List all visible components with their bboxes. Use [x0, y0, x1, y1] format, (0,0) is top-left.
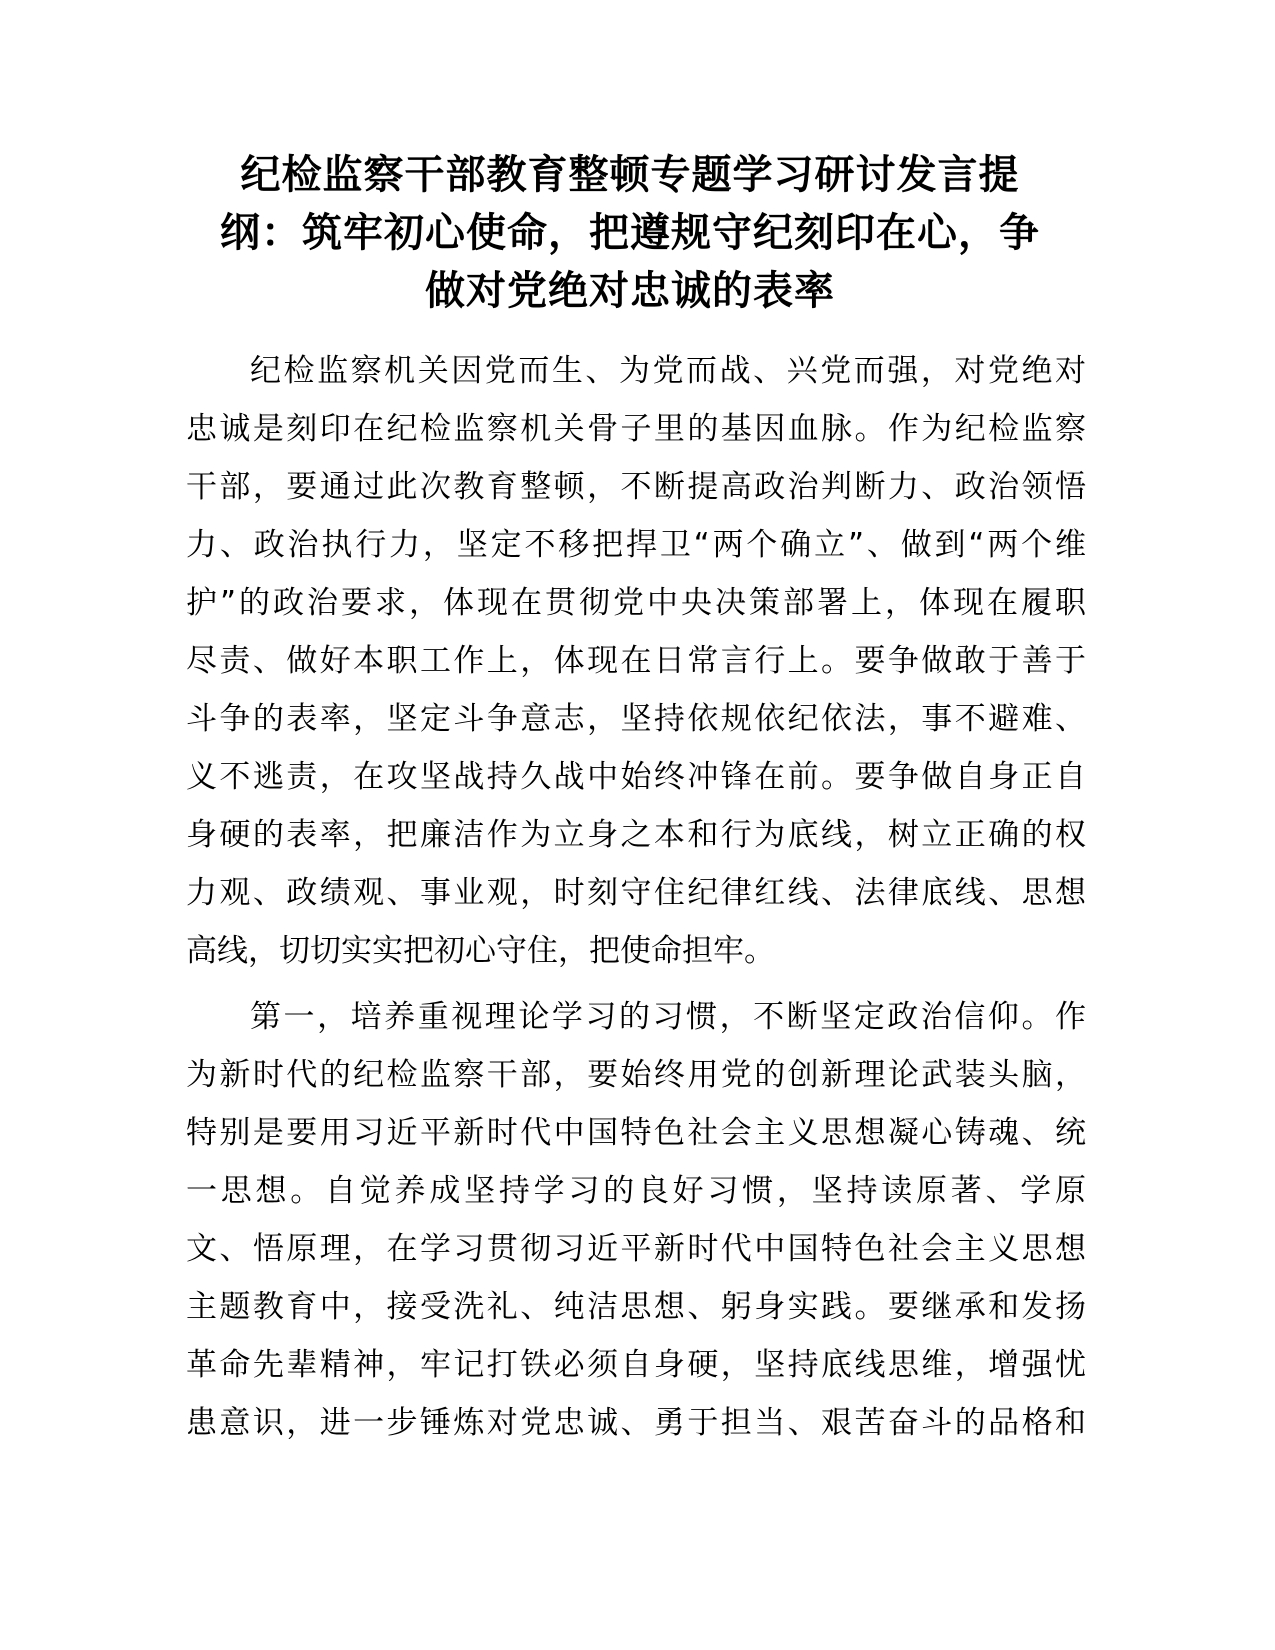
title-line: 做对党绝对忠诚的表率: [425, 268, 835, 314]
paragraph-intro: [186, 342, 1086, 980]
title-line: 纲：筑牢初心使命，把遵规守纪刻印在心，争: [220, 210, 1040, 256]
text-line: 患意识，进一步锤炼对党忠诚、勇于担当、艰苦奋斗的品格和: [186, 1405, 1086, 1441]
text-line: 护”的政治要求，体现在贯彻党中央决策部署上，体现在履职: [186, 585, 1086, 621]
text-line: 特别是要用习近平新时代中国特色社会主义思想凝心铸魂、统: [186, 1115, 1086, 1151]
text-line: 为新时代的纪检监察干部，要始终用党的创新理论武装头脑，: [186, 1057, 1086, 1093]
text-line: 力、政治执行力，坚定不移把捍卫“两个确立”、做到“两个维: [186, 527, 1086, 563]
text-line: 忠诚是刻印在纪检监察机关骨子里的基因血脉。作为纪检监察: [186, 411, 1086, 447]
text-line: 斗争的表率，坚定斗争意志，坚持依规依纪依法，事不避难、: [186, 701, 1086, 737]
text-line: 一思想。自觉养成坚持学习的良好习惯，坚持读原著、学原: [186, 1173, 1086, 1209]
title-line: 纪检监察干部教育整顿专题学习研讨发言提: [240, 152, 1020, 198]
text-line: 身硬的表率，把廉洁作为立身之本和行为底线，树立正确的权: [186, 817, 1086, 853]
text-line: 高线，切切实实把初心守住，把使命担牢。: [186, 933, 775, 969]
text-line: 主题教育中，接受洗礼、纯洁思想、躬身实践。要继承和发扬: [186, 1289, 1086, 1325]
text-line: 文、悟原理，在学习贯彻习近平新时代中国特色社会主义思想: [186, 1231, 1086, 1267]
text-line: 革命先辈精神，牢记打铁必须自身硬，坚持底线思维，增强忧: [186, 1347, 1086, 1383]
document-title: [180, 146, 1080, 320]
text-line: 义不逃责，在攻坚战持久战中始终冲锋在前。要争做自身正自: [186, 759, 1086, 795]
text-line: 尽责、做好本职工作上，体现在日常言行上。要争做敢于善于: [186, 643, 1086, 679]
document-body: [186, 342, 1086, 1452]
text-line: 力观、政绩观、事业观，时刻守住纪律红线、法律底线、思想: [186, 875, 1086, 911]
text-line: 纪检监察机关因党而生、为党而战、兴党而强，对党绝对: [250, 353, 1086, 389]
text-line: 干部，要通过此次教育整顿，不断提高政治判断力、政治领悟: [186, 469, 1086, 505]
text-line: 第一，培养重视理论学习的习惯，不断坚定政治信仰。作: [250, 999, 1086, 1035]
paragraph-first-point: [186, 988, 1086, 1452]
